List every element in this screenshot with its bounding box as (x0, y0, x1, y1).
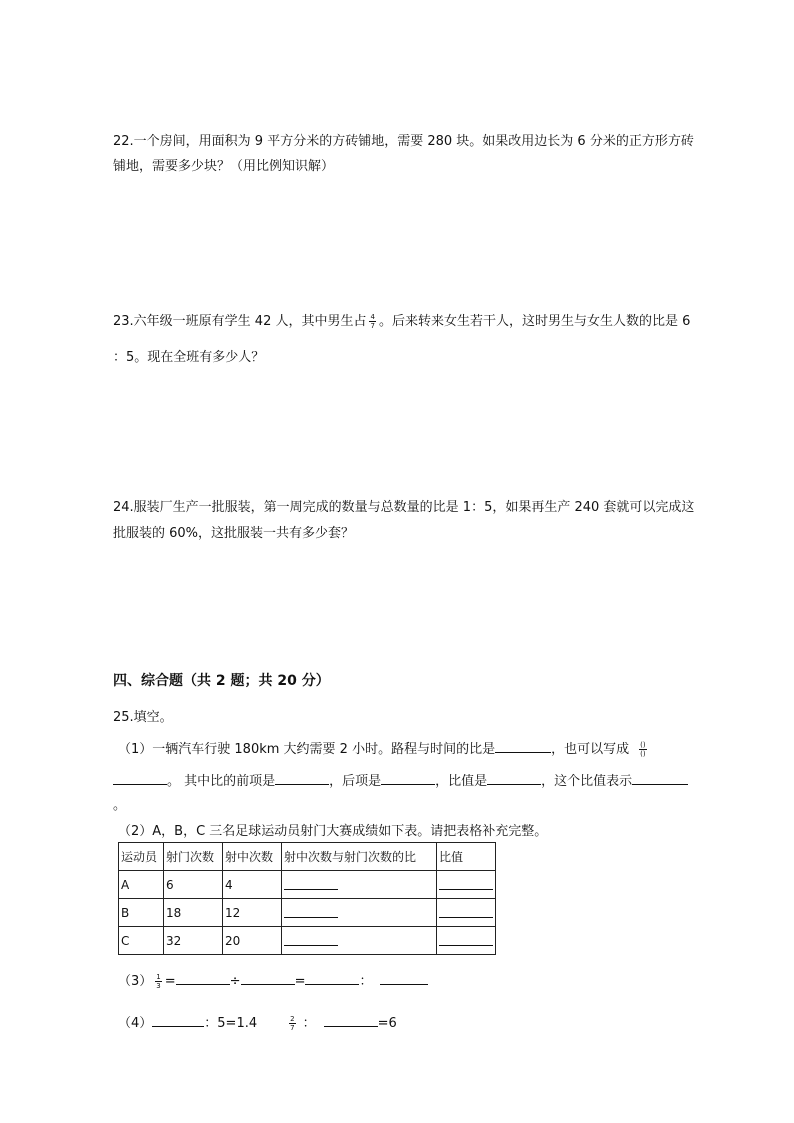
answer-blank[interactable] (495, 739, 551, 753)
q25-p4-text-a: ：5=1.4 (204, 1016, 258, 1031)
table-cell-ratio (282, 871, 437, 899)
answer-blank[interactable] (284, 933, 338, 946)
q23-line-2: ：5。现在全班有多少人？ (113, 350, 265, 365)
q25-p1-text-b: ，也可以写成 (551, 742, 630, 757)
q24-line-1: 24.服装厂生产一批服装，第一周完成的数量与总数量的比是 1：5，如果再生产 240 套就可以完成这 (113, 500, 695, 515)
q23-line-1 (113, 310, 690, 330)
q25-p1-text-f: ，这个比值表示 (541, 774, 633, 789)
colon-sign: ： (359, 974, 373, 989)
answer-blank[interactable] (176, 971, 230, 985)
q25-p1-fraction (639, 741, 646, 758)
answer-blank[interactable] (305, 971, 359, 985)
table-header: 射中次数与射门次数的比 (282, 843, 437, 871)
q25-title: 25.填空。 (113, 710, 173, 725)
q25-part3 (118, 970, 428, 990)
table-cell-hits: 12 (223, 899, 282, 927)
table-header-row (119, 843, 496, 871)
q25-p1-text-d: ，后项是 (329, 774, 382, 789)
q23-text-b: 。后来转来女生若干人，这时男生与女生人数的比是 6 (378, 314, 691, 329)
q25-p1-text-e: ，比值是 (435, 774, 488, 789)
q22-line-2: 铺地，需要多少块？（用比例知识解） (113, 159, 335, 174)
fraction-denominator: 7 (370, 322, 375, 330)
answer-blank[interactable] (632, 771, 688, 785)
table-header: 射中次数 (223, 843, 282, 871)
fraction-numerator: 1 (156, 973, 161, 981)
table-cell-ratio (282, 927, 437, 955)
q25-p3-fraction (155, 973, 161, 990)
table-row (119, 871, 496, 899)
answer-blank[interactable] (113, 771, 167, 785)
q25-p1-end: 。 (113, 798, 127, 813)
q25-p4-label: （4） (118, 1016, 153, 1031)
q25-p1-text-a: （1）一辆汽车行驶 180km 大约需要 2 小时。路程与时间的比是 (118, 742, 496, 757)
table-cell-shots: 32 (164, 927, 223, 955)
fraction-denominator: () (640, 750, 646, 758)
answer-blank[interactable] (439, 905, 493, 918)
table-cell-hits: 20 (223, 927, 282, 955)
q25-p1-text-c: 。 其中比的前项是 (167, 774, 276, 789)
fraction-numerator: () (640, 741, 646, 749)
q25-part4 (118, 1012, 397, 1032)
q25-part2: （2）A，B，C 三名足球运动员射门大赛成绩如下表。请把表格补充完整。 (118, 824, 548, 839)
table-row (119, 899, 496, 927)
q25-p4-text-b: =6 (377, 1016, 397, 1031)
q22-line-1: 22.一个房间，用面积为 9 平方分米的方砖铺地，需要 280 块。如果改用边长为 6 分米的正方形方砖 (113, 134, 694, 149)
q25-p3-label: （3） (118, 974, 153, 989)
answer-blank[interactable] (381, 771, 435, 785)
table-cell-name: B (119, 899, 164, 927)
table-cell-value (437, 899, 496, 927)
table-cell-hits: 4 (223, 871, 282, 899)
answer-blank[interactable] (284, 877, 338, 890)
table-header: 射门次数 (164, 843, 223, 871)
q25-part1-line1 (118, 738, 650, 758)
answer-blank[interactable] (275, 771, 329, 785)
fraction-numerator: 2 (290, 1015, 295, 1023)
q24-line-2: 批服装的 60%，这批服装一共有多少套？ (113, 526, 355, 541)
answer-blank[interactable] (439, 933, 493, 946)
table-cell-value (437, 871, 496, 899)
answer-blank[interactable] (284, 905, 338, 918)
q23-text-a: 23.六年级一班原有学生 42 人，其中男生占 (113, 314, 367, 329)
q23-fraction (369, 313, 375, 330)
fraction-denominator: 3 (156, 982, 161, 990)
fraction-numerator: 4 (370, 313, 375, 321)
table-header: 运动员 (119, 843, 164, 871)
section-heading: 四、综合题（共 2 题；共 20 分） (113, 673, 330, 689)
answer-blank[interactable] (487, 771, 541, 785)
table-cell-shots: 18 (164, 899, 223, 927)
answer-blank[interactable] (152, 1013, 204, 1027)
q25-p4-fraction (289, 1015, 295, 1032)
results-table (118, 842, 496, 955)
answer-blank[interactable] (439, 877, 493, 890)
equals-sign: = (164, 974, 176, 989)
q25-part1-line2 (113, 770, 688, 789)
table-cell-shots: 6 (164, 871, 223, 899)
fraction-denominator: 7 (290, 1024, 295, 1032)
divide-sign: ÷ (229, 974, 241, 989)
colon-sign: ： (302, 1016, 316, 1031)
answer-blank[interactable] (324, 1013, 378, 1027)
table-cell-name: C (119, 927, 164, 955)
answer-blank[interactable] (380, 971, 428, 985)
table-cell-ratio (282, 899, 437, 927)
table-row (119, 927, 496, 955)
table-cell-value (437, 927, 496, 955)
equals-sign: = (294, 974, 306, 989)
table-cell-name: A (119, 871, 164, 899)
answer-blank[interactable] (241, 971, 295, 985)
table-header: 比值 (437, 843, 496, 871)
